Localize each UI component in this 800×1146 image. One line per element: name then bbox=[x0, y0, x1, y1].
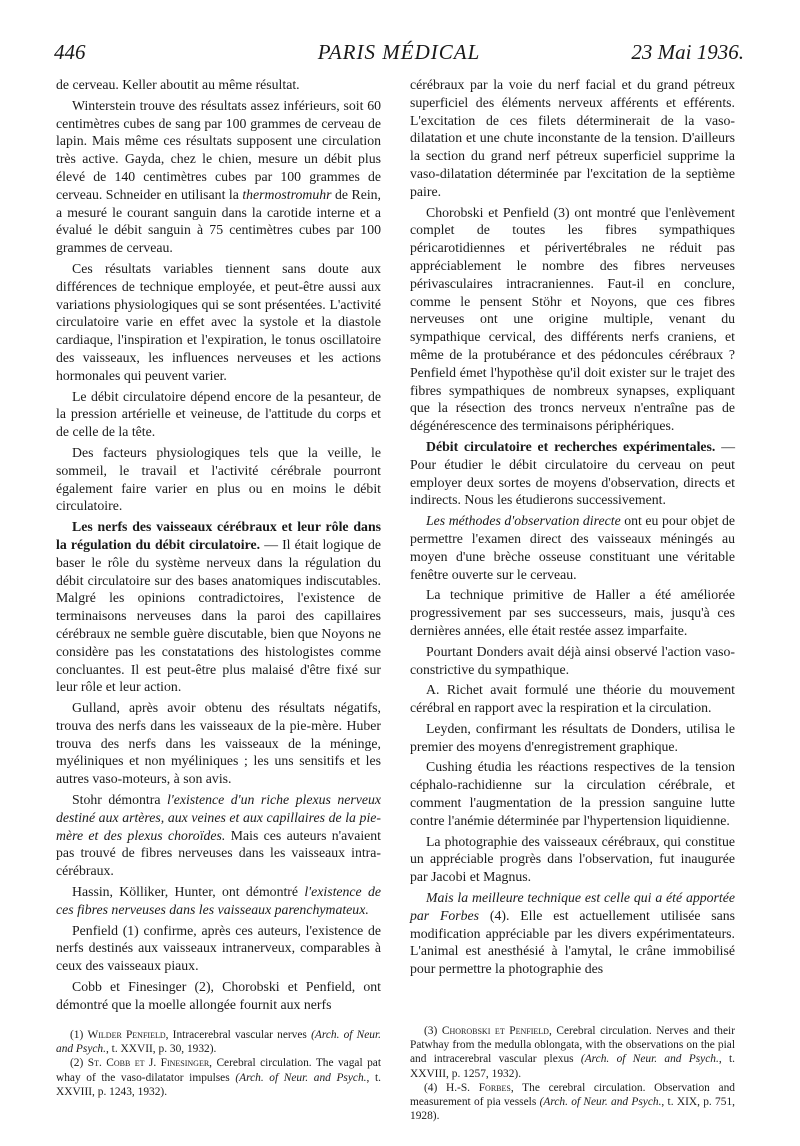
paragraph: Des facteurs physiologiques tels que la veille, le sommeil, le travail et l'activité cérébrale pourront également faire varier en plus ou en moins le débit circulatoire. bbox=[56, 444, 381, 514]
footnote: (4) H.-S. Forbes, The cerebral circulation. Observation and measurement of pia vessels (Arch. of Neur. and Psych., t. XIX, p. 751, 1928). bbox=[410, 1081, 735, 1123]
journal-title: PARIS MÉDICAL bbox=[317, 40, 481, 64]
footnote: (2) St. Cobb et J. Finesinger, Cerebral circulation. The vagal pat whay of the vaso-dilatator impulses (Arch. of Neur. and Psych., t. XXVIII, p. 1243, 1932). bbox=[56, 1057, 381, 1098]
paragraph: La photographie des vaisseaux cérébraux, qui constitue un appréciable progrès dans l'observation, fut inaugurée par Jacobi et Magnus. bbox=[410, 833, 735, 885]
paragraph: Gulland, après avoir obtenu des résultats négatifs, trouva des nerfs dans les vaisseaux de la pie-mère. Huber trouva des nerfs dans les vaisseaux de la méninge, myéliniques et non myéliniques ; les uns sensitifs et les autres vaso-moteurs, à son avis. bbox=[56, 700, 381, 787]
paragraph: Winterstein trouve des résultats assez inférieurs, soit 60 centimètres cubes de sang par 100 grammes de cerveau de lapin. Mais même ces résultats supposent une circulation très active. Gayda, chez le chien, mesure un débit plus élevé de 140 centimètres cubes par 100 grammes de cerveau. Schneider en utilisant la thermostromuhr de Rein, a mesuré le courant sanguin dans la carotide interne et a évalué le débit sanguin à 75 centimètres cubes par 100 grammes de cerveau. bbox=[56, 97, 382, 256]
paragraph: A. Richet avait formulé une théorie du mouvement cérébral en rapport avec la respiration et la circulation. bbox=[410, 682, 735, 716]
left-column bbox=[56, 76, 381, 1017]
paragraph: Pourtant Donders avait déjà ainsi observé l'action vaso-constrictive du sympathique. bbox=[410, 643, 735, 677]
footnote: (1) Wilder Penfield, Intracerebral vascular nerves (Arch. of Neur. and Psych., t. XXVII, p. 30, 1932). bbox=[56, 1029, 381, 1056]
issue-date: 23 Mai 1936. bbox=[631, 40, 744, 64]
footnote: (3) Chorobski et Penfield, Cerebral circulation. Nerves and their Patwhay from the medulla oblongata, with the observations on the pial and intracerebral vascular plexus (Arch. of Neur. and Psych., t. XXVIII, p. 1257, 1932). bbox=[410, 1025, 735, 1080]
section-paragraph: Les nerfs des vaisseaux cérébraux et leur rôle dans la régulation du débit circulatoire. — Il était logique de baser le rôle du système nerveux dans la régulation du débit circulatoire sur des bases anatomiques indiscutables. Malgré les opinions contradictoires, l'existence de terminaisons nerveuses dans la paroi des capillaires cérébraux ne semble guère discutable, bien que Noyons ne considère pas les constatations des histologistes comme concluantes. Il est peut-être plus malaisé d'être fixé sur leur rôle et leur action. bbox=[56, 519, 381, 695]
paragraph: Mais la meilleure technique est celle qui a été apportée par Forbes (4). Elle est actuellement utilisée sans modification appréciable par les divers expérimentateurs. L'animal est anesthésié à l'amytal, le crâne immobilisé pour permettre la photographie des bbox=[410, 890, 736, 977]
paragraph: Le débit circulatoire dépend encore de la pesanteur, de la pression artérielle et veineuse, de l'attitude du corps et de celle de la tête. bbox=[56, 388, 381, 440]
right-column bbox=[410, 76, 735, 981]
paragraph: Stohr démontra l'existence d'un riche plexus nerveux destiné aux artères, aux veines et aux capillaires de la pie-mère et des plexus choroïdes. Mais ces auteurs n'avaient pas trouvé de fibres nerveuses dans les vaisseaux intra-cérébraux. bbox=[56, 792, 382, 879]
paragraph: Chorobski et Penfield (3) ont montré que l'enlèvement complet de toutes les fibres sympathiques péricarotidiennes et périvertébrales ne réduit pas appréciablement le nombre des fibres nerveuses périvasculaires intracraniennes. Faut-il en conclure, comme le pensent Stöhr et Noyons, que ces fibres nerveuses ont une origine multiple, venant du sympathique cervical, des différents nerfs craniens, et même de la protubérance et des pédoncules cérébraux ? Penfield émet l'hypothèse qu'il doit exister sur le trajet des fibres sympathiques de nombreux synapses, expliquant que la résection des troncs nerveux n'entraîne pas de dégénérescence des terminaisons périphériques. bbox=[410, 204, 735, 434]
paragraph: Hassin, Kölliker, Hunter, ont démontré l'existence de ces fibres nerveuses dans les vaisseaux parenchymateux. bbox=[56, 884, 382, 917]
paragraph: La technique primitive de Haller a été améliorée progressivement par ses successeurs, mais, jusqu'à ces dernières années, elle était restée assez imparfaite. bbox=[410, 587, 735, 638]
paragraph: Leyden, confirmant les résultats de Donders, utilisa le premier des moyens d'enregistrement graphique. bbox=[410, 720, 735, 754]
section-heading: Les nerfs des vaisseaux cérébraux et leur rôle dans la régulation du débit circulatoire. bbox=[56, 519, 381, 552]
paragraph: Cobb et Finesinger (2), Chorobski et Penfield, ont démontré que la moelle allongée fournit aux nerfs bbox=[56, 979, 381, 1012]
page-number: 446 bbox=[54, 40, 86, 64]
paragraph: Penfield (1) confirme, après ces auteurs, l'existence de nerfs destinés aux vaisseaux intranerveux, comparables à ceux des vaisseaux piaux. bbox=[56, 922, 381, 974]
section-paragraph: Débit circulatoire et recherches expérimentales. — Pour étudier le débit circulatoire du cerveau on peut employer deux sortes de moyens d'observation, directs et indirects. Nous les étudierons successivement. bbox=[410, 438, 735, 508]
paragraph: Cushing étudia les réactions respectives de la tension céphalo-rachidienne sur la circulation cérébrale, et comment l'augmentation de la pression sanguine lutte contre l'anémie déterminée par l'hypertension liquidienne. bbox=[410, 759, 735, 828]
section-heading: Débit circulatoire et recherches expérimentales. bbox=[426, 438, 716, 454]
footnotes-left bbox=[56, 1028, 381, 1099]
paragraph: Ces résultats variables tiennent sans doute aux différences de technique employée, et peut-être aussi aux variations physiologiques qui se sont présentées. L'activité circulatoire varie en effet avec la systole et la diastole cardiaque, l'inspiration et l'expiration, le tonus oscillatoire des vaisseaux, les influences nerveuses et les actions hormonales qui peuvent varier. bbox=[56, 260, 381, 383]
paragraph: cérébraux par la voie du nerf facial et du grand pétreux superficiel des éléments nerveux afférents et efférents. L'excitation de ces filets déterminerait de la vaso-dilatation et une chute inconstante de la tension. D'ailleurs la section du grand nerf pétreux superficiel supprime la vaso-dilatation déterminée par l'excitation de la septième paire. bbox=[410, 77, 735, 199]
footnotes-right bbox=[410, 1024, 735, 1123]
page-header bbox=[54, 40, 744, 70]
paragraph: Les méthodes d'observation directe ont eu pour objet de permettre l'examen direct des vaisseaux méningés au moyen d'une brèche osseuse constituant une véritable fenêtre ouverte sur le cerveau. bbox=[410, 513, 735, 582]
paragraph: de cerveau. Keller aboutit au même résultat. bbox=[56, 77, 300, 92]
